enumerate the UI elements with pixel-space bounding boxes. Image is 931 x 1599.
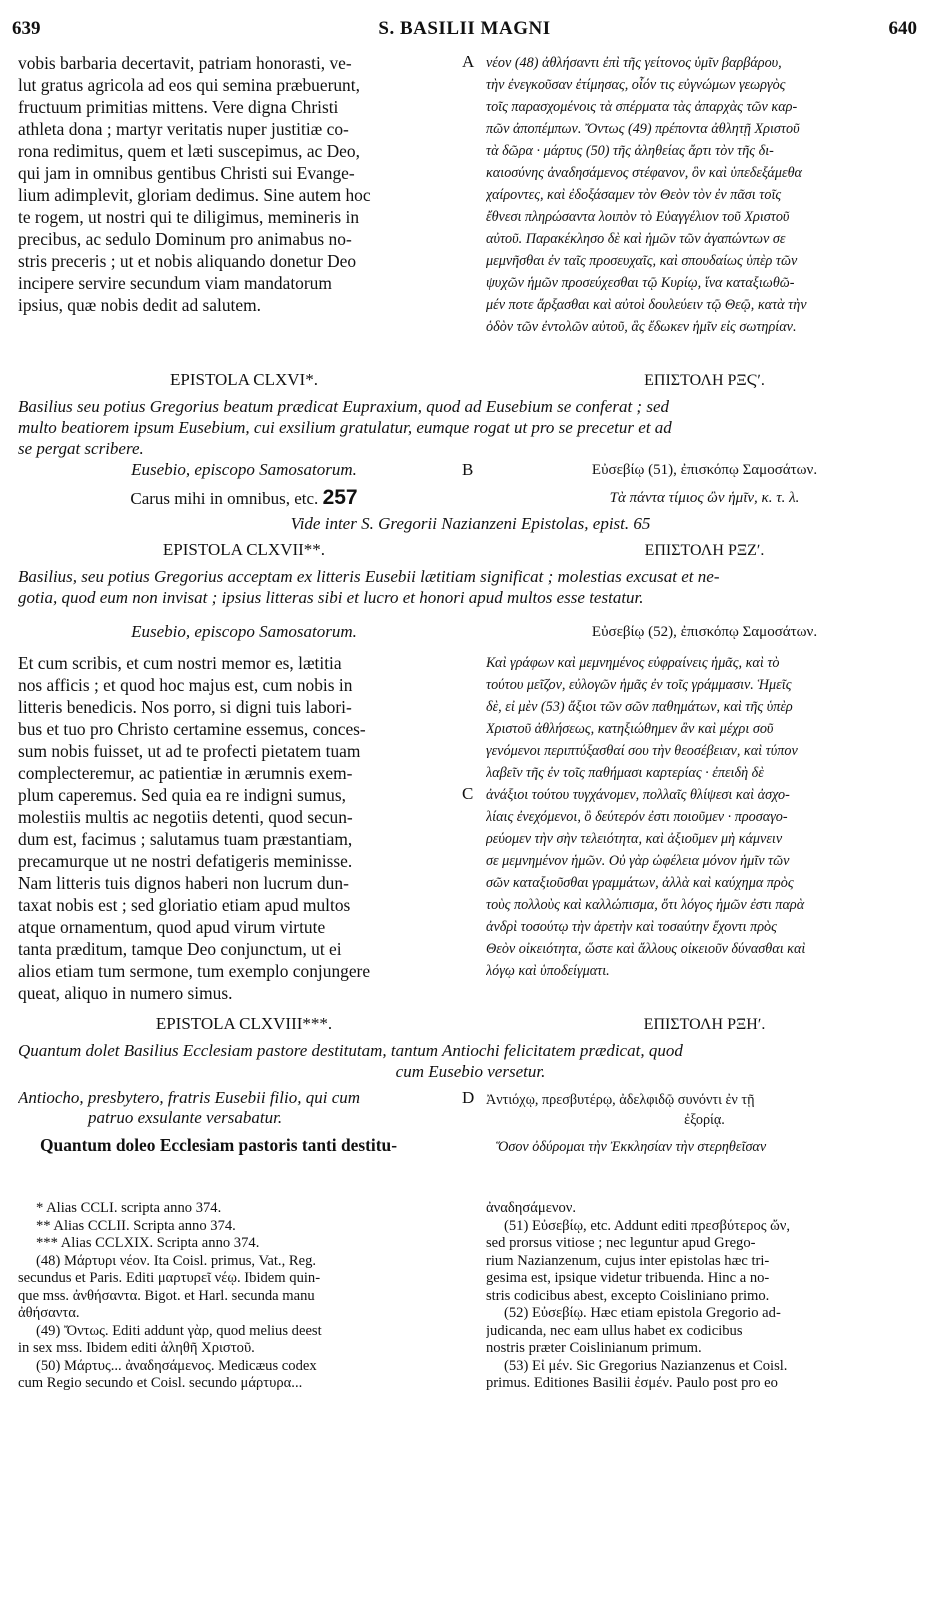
text-line: rona redimitus, quem et læti suscepimus, ac Deo,	[18, 141, 360, 161]
summary-line: se pergat scribere.	[18, 439, 144, 458]
incipit-text: Carus mihi in omnibus, etc.	[130, 489, 319, 508]
epistle-168-summary	[18, 1040, 923, 1082]
text-line: Ὅσον ὀδύρομαι τὴν Ἐκκλησίαν τὴν στερηθεῖσαν	[496, 1139, 767, 1155]
text-line: dum est, facimus ; salutamus tuam præstantiam,	[18, 829, 353, 849]
summary-line: gotia, quod eum non invisat ; ipsius litteras sibi et lucro et honori apud multos esse testatur.	[18, 588, 644, 607]
epistle-168-title-latin: EPISTOLA CLXVIII***.	[155, 1014, 333, 1033]
text-line: sum nobis fuisset, ut ad te profecti pietatem tuam	[18, 741, 361, 761]
epistle-166-vide-note: Vide inter S. Gregorii Nazianzeni Epistolas, epist. 65	[290, 514, 651, 533]
epistle-167-title-greek: ΕΠΙΣΤΟΛΗ ΡΞΖʹ.	[644, 542, 765, 559]
text-line: Καὶ γράφων καὶ μεμνημένος εὐφραίνεις ἡμᾶς, καὶ τὸ	[486, 655, 780, 671]
epistle-168-incipit-greek	[486, 1136, 923, 1158]
epistle-167-summary	[18, 566, 923, 608]
text-line: μέν ποτε ἄρξασθαι καὶ αὐτοὶ δουλεύειν τῷ Θεῷ, κατὰ τὴν	[486, 297, 807, 313]
text-line: taxat nobis est ; sed gloriatio etiam apud multos	[18, 895, 351, 915]
epistle-number: 257	[322, 486, 358, 509]
text-line: τοὺς πολλοὺς καὶ καλλώπισμα, ὅτι λόγος ἡμῶν ἐστι παρὰ	[486, 897, 805, 913]
text-line: incipere servire secundum viam mandatorum	[18, 273, 332, 293]
footnote-line: (51) Εὐσεβίῳ, etc. Addunt editi πρεσβύτερος ὤν,	[504, 1217, 791, 1234]
epistle-167-title-latin: EPISTOLA CLXVII**.	[162, 540, 326, 559]
epistle-167-address-latin: Eusebio, episcopo Samosatorum.	[131, 622, 357, 641]
text-line: τὰ δῶρα · μάρτυς (50) τῆς ἀληθείας ἄρτι τὸν τῆς δι-	[486, 143, 774, 159]
footnote-line: cum Regio secundo et Coisl. secundo μάρτυρα...	[18, 1375, 303, 1391]
text-line: τὴν ἐνεγκοῦσαν ἐτίμησας, οἷόν τις εὐγνώμων γεωργὸς	[486, 77, 786, 93]
text-line: queat, aliquo in numero simus.	[18, 983, 233, 1003]
margin-marker-c: C	[462, 784, 474, 803]
text-line: δὲ, εἰ μὲν (53) ἄξιοι τῶν σῶν παθημάτων, καὶ τῆς ὑπὲρ	[486, 699, 793, 715]
epistle-166-title-latin: EPISTOLA CLXVI*.	[170, 370, 318, 389]
greek-text-block-1	[486, 52, 923, 338]
summary-line: Quantum dolet Basilius Ecclesiam pastore destitutam, tantum Antiochi felicitatem prædicat, quod	[18, 1041, 683, 1060]
text-line: atque ornamentum, quod apud virum virtute	[18, 917, 326, 937]
footnote-line: que mss. ἀνθήσαντα. Bigot. et Harl. secunda manu	[18, 1287, 315, 1304]
epistle-168-address-greek	[486, 1090, 923, 1130]
text-line: λόγῳ καὶ ὑποδείγματι.	[486, 963, 610, 979]
footnote-line: judicanda, nec eam ullus habet ex codicibus	[486, 1322, 743, 1339]
text-line: stris preceris ; ut et nobis aliquando donetur Deo	[18, 251, 357, 271]
footnote-line: secundus et Paris. Editi μαρτυρεῖ νέῳ. Ibidem quin-	[18, 1270, 321, 1286]
text-line: complecteremur, ac patientiæ in ærumnis exem-	[18, 763, 353, 783]
epistle-166-incipit-latin	[18, 486, 470, 510]
epistle-166-incipit-greek: Τὰ πάντα τίμιος ὢν ἡμῖν, κ. τ. λ.	[609, 490, 800, 506]
text-line: bus et tuo pro Christo certamine essemus, conces-	[18, 719, 366, 739]
text-line: ἀνάξιοι τούτου τυγχάνομεν, πολλαῖς θλίψεσι καὶ ἀσχο-	[486, 787, 790, 803]
greek-text-block-167	[486, 652, 923, 982]
text-line: fructuum primitias mittens. Vere digna Christi	[18, 97, 339, 117]
latin-text-block-167	[18, 652, 470, 1004]
text-line: πῶν ἀποπέμπων. Ὄντως (49) πρέποντα ἀθλητῇ Χριστοῦ	[486, 121, 800, 137]
text-line: χαίροντες, καὶ ἐδοξάσαμεν τὸν Θεὸν τὸν ἐν πᾶσι τοῖς	[486, 187, 782, 203]
running-header	[12, 18, 917, 42]
text-line: Χριστοῦ ἀθλήσεως, κατηξιώθημεν ἂν καὶ μέχρι σοῦ	[486, 721, 774, 737]
summary-line: multo beatiorem ipsum Eusebium, cui exsilium gratulatur, eumque rogat ut pro se precetur et ad	[18, 418, 672, 437]
summary-line: cum Eusebio versetur.	[395, 1062, 546, 1081]
footnote-line: *** Alias CCLXIX. Scripta anno 374.	[36, 1235, 260, 1251]
text-line: precibus, ac sedulo Dominum pro animabus no-	[18, 229, 352, 249]
footnote-line: (52) Εὐσεβίῳ. Hæc etiam epistola Gregorio ad-	[504, 1305, 781, 1321]
footnote-line: * Alias CCLI. scripta anno 374.	[36, 1200, 222, 1216]
epistle-166-address-greek: Εὐσεβίῳ (51), ἐπισκόπῳ Σαμοσάτων.	[591, 462, 818, 478]
footnote-line: (53) Εἰ μέν. Sic Gregorius Nazianzenus et Coisl.	[504, 1357, 788, 1374]
epistle-168-address-latin	[18, 1088, 470, 1128]
text-line: σῶν καταξιοῦσθαι γραμμάτων, ἀλλὰ καὶ καύχημα πρὸς	[486, 875, 794, 891]
footnote-line: nostris præter Coislinianum primum.	[486, 1340, 702, 1356]
latin-text-block-1	[18, 52, 470, 316]
text-line: tanta præditum, tamque Deo conjunctum, ut ei	[18, 939, 342, 959]
text-line: ρεύομεν τὴν σὴν τελειότητα, καὶ ἀξιοῦμεν μὴ κάμνειν	[486, 831, 783, 847]
footnotes-right	[486, 1200, 923, 1393]
text-line: alios etiam tum sermone, tum exemplo conjungere	[18, 961, 371, 981]
text-line: μεμνῆσθαι ἐν ταῖς προσευχαῖς, καὶ σπουδαίως ὑπὲρ τῶν	[486, 253, 798, 269]
text-line: lium adimplevit, gloriam dedimus. Sine autem hoc	[18, 185, 371, 205]
text-line: σε μεμνημένον ἡμῶν. Οὐ γὰρ ὠφέλεια μόνον ἡμῖν τῶν	[486, 853, 790, 869]
text-line: athleta dona ; martyr veritatis nuper justitiæ co-	[18, 119, 349, 139]
text-line: vobis barbaria decertavit, patriam honorasti, ve-	[18, 53, 352, 73]
footnote-line: ἀναδησάμενον.	[486, 1200, 577, 1216]
margin-marker-d: D	[462, 1088, 475, 1107]
text-line: ἀνδρὶ τοσούτῳ τὴν ἀρετὴν καὶ τοσαύτην ἔχοντι πρὸς	[486, 919, 777, 935]
footnote-line: (49) Ὄντως. Editi addunt γὰρ, quod melius deest	[36, 1322, 322, 1339]
text-line: ipsius, quæ nobis dedit ad salutem.	[18, 295, 261, 315]
footnote-line: rium Nazianzenum, cujus inter epistolas hæc tri-	[486, 1252, 770, 1269]
text-line: nos afficis ; et quod hoc majus est, cum nobis in	[18, 675, 353, 695]
text-line: αὐτοῦ. Παρακέκλησο δὲ καὶ ἡμῶν τῶν ἀγαπώντων σε	[486, 231, 786, 247]
epistle-166-summary	[18, 396, 923, 459]
text-line: Quantum doleo Ecclesiam pastoris tanti destitu-	[40, 1135, 397, 1155]
footnote-line: ἀθήσαντα.	[18, 1305, 80, 1321]
text-line: precamurque ut ne nostri defatigeris meminisse.	[18, 851, 353, 871]
footnote-line: ** Alias CCLII. Scripta anno 374.	[36, 1217, 236, 1234]
text-line: λαβεῖν τῆς ἐν τοῖς παθήμασι καρτερίας · ἐπειδὴ δὲ	[486, 765, 764, 781]
text-line: litteris benedicis. Nos porro, si digni tuis labori-	[18, 697, 352, 717]
footnote-line: stris codicibus abest, excepto Coisliniano primo.	[486, 1287, 770, 1304]
epistle-168-title-greek: ΕΠΙΣΤΟΛΗ ΡΞΗʹ.	[643, 1016, 766, 1033]
address-line: Ἀντιόχῳ, πρεσβυτέρῳ, ἀδελφιδῷ συνόντι ἐν τῇ	[486, 1092, 755, 1108]
margin-marker-b: B	[462, 460, 474, 479]
epistle-168-incipit-latin	[18, 1134, 470, 1156]
footnote-line: in sex mss. Ibidem editi ἀληθῆ Χριστοῦ.	[18, 1340, 255, 1356]
footnote-line: (48) Μάρτυρι νέον. Ita Coisl. primus, Vat., Reg.	[36, 1252, 317, 1269]
text-line: ἔθνεσι πληρώσαντα λοιπὸν τὸ Εὐαγγέλιον τοῦ Χριστοῦ	[486, 209, 790, 225]
page-number-left: 639	[12, 18, 41, 39]
text-line: καιοσύνης ἀναδησάμενος στέφανον, ὃν καὶ ὑπεδεξάμεθα	[486, 165, 802, 181]
footnote-line: (50) Μάρτυς... ἀναδησάμενος. Medicæus codex	[36, 1357, 317, 1374]
address-line: patruo exsulante versabatur.	[88, 1108, 283, 1127]
text-line: ὁδὸν τῶν ἐντολῶν αὐτοῦ, ἃς ἔδωκεν ἡμῖν εἰς σωτηρίαν.	[486, 319, 797, 335]
text-line: te rogem, ut nostri qui te diligimus, memineris in	[18, 207, 360, 227]
epistle-166-address-latin: Eusebio, episcopo Samosatorum.	[131, 460, 357, 479]
text-line: τοῖς παρασχομένοις τὰ σπέρματα τὰς ἀπαρχὰς τῶν καρ-	[486, 99, 798, 115]
text-line: lut gratus agricola ad eos qui semina præbuerunt,	[18, 75, 360, 95]
text-line: λίαις ἐνεχόμενοι, ὃ δεύτερόν ἐστι ποιοῦμεν · προσαγο-	[486, 809, 788, 825]
text-line: Nam litteris tuis dignos haberi non lucrum dun-	[18, 873, 349, 893]
text-line: νέον (48) ἀθλήσαντι ἐπὶ τῆς γείτονος ὑμῖν βαρβάρου,	[486, 55, 782, 71]
text-line: τούτου μεῖζον, εὐλογῶν ἡμᾶς ἐν τοῖς γράμμασιν. Ἡμεῖς	[486, 677, 792, 693]
text-line: qui jam in omnibus gentibus Christi sui Evange-	[18, 163, 355, 183]
address-line: Antiocho, presbytero, fratris Eusebii filio, qui cum	[18, 1088, 361, 1107]
margin-marker-a: A	[462, 52, 475, 71]
text-line: γενόμενοι περιπτύξασθαί σου τὴν θεοσέβειαν, καὶ τύπον	[486, 743, 798, 759]
footnotes-left	[18, 1200, 470, 1393]
address-line: ἐξορίᾳ.	[684, 1112, 725, 1128]
text-line: plum caperemus. Sed quia ea re indigni sumus,	[18, 785, 346, 805]
text-line: ψυχῶν ἡμῶν προσεύχεσθαι τῷ Κυρίῳ, ἵνα καταξιωθῶ-	[486, 275, 795, 291]
text-line: Θεὸν οἰκειότητα, ὥστε καὶ ἄλλους οἰκειοῦν δύνασθαι καὶ	[486, 941, 806, 957]
epistle-166-title-greek: ΕΠΙΣΤΟΛΗ ΡΞϚʹ.	[644, 372, 765, 389]
text-line: molestiis multis ac negotiis detenti, quod secun-	[18, 807, 353, 827]
footnote-line: sed prorsus vitiose ; nec leguntur apud Grego-	[486, 1235, 756, 1251]
running-title: S. BASILII MAGNI	[378, 18, 551, 39]
footnote-line: primus. Editiones Basilii ἐσμέν. Paulo post pro eo	[486, 1375, 778, 1391]
epistle-167-address-greek: Εὐσεβίῳ (52), ἐπισκόπῳ Σαμοσάτων.	[591, 624, 818, 640]
text-line: Et cum scribis, et cum nostri memor es, lætitia	[18, 653, 342, 673]
footnote-line: gesima est, ipsique videtur tribuenda. Hinc a no-	[486, 1270, 770, 1286]
summary-line: Basilius, seu potius Gregorius acceptam ex litteris Eusebii lætitiam significat ; molestias excusat et ne-	[18, 567, 720, 586]
summary-line: Basilius seu potius Gregorius beatum prædicat Eupraxium, quod ad Eusebium se conferat ; sed	[18, 397, 669, 416]
page-number-right: 640	[888, 18, 917, 39]
